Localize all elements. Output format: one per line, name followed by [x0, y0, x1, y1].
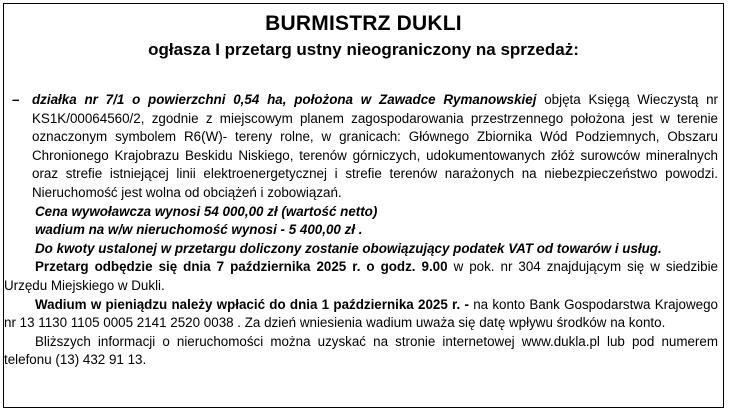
deposit-amount: wadium na w/w nieruchomość wynosi - 5 400,00 zł . [35, 222, 363, 238]
notice-body [4, 91, 718, 370]
notice-subtitle: ogłasza I przetarg ustny nieograniczony na sprzedaż: [148, 40, 579, 59]
parcel-lead: działka nr 7/1 o powierzchni 0,54 ha, położona w Zawadce Rymanowskiej [32, 92, 537, 107]
payment-account: na konto Bank Gospodarstwa Krajowego nr 13 1130 1105 0005 2141 2520 0038 . Za dzień wniesienia wadium uważa się datę wpływu środków na konto. [4, 296, 718, 331]
info-paragraph: Bliższych informacji o nieruchomości można uzyskać na stronie internetowej www.dukla.pl lub pod numerem telefonu (13) 432 91 13. [4, 333, 718, 368]
auction-date: Przetarg odbędzie się dnia 7 października 2025 r. o godz. 9.00 [35, 259, 448, 275]
list-bullet: – [12, 92, 20, 107]
announcement-box [3, 3, 724, 408]
auction-location: w pok. nr 304 znajdującym się w siedzibie Urzędu Miejskiego w Dukli. [4, 259, 718, 293]
auction-paragraph [4, 258, 718, 295]
parcel-paragraph [32, 91, 718, 203]
payment-deadline: Wadium w pieniądzu należy wpłacić do dnia 1 października 2025 r. - [35, 296, 469, 312]
notice-title: BURMISTRZ DUKLI [265, 12, 462, 35]
parcel-description: objęta Księgą Wieczystą nr KS1K/00064560/2, zgodnie z miejscowym planem zagospodarowania przestrzennego położona jest w terenie oznaczonym symbolem R6(W)- tereny rolne, w granicach: Głównego Zbiornika Wód Podziemnych, Obszaru Chronionego Krajobrazu Beskidu Niskiego, terenów górniczych, udokumentowanych złóż surowców mineralnych oraz strefie istniejącej linii elektroenergetycznej i strefie terenów narażonych na niebezpieczeństwo powodzi. Nieruchomość jest wolna od obciążeń i zobowiązań. [32, 92, 718, 200]
vat-note: Do kwoty ustalonej w przetargu doliczony zostanie obowiązujący podatek VAT od towarów i usług. [35, 240, 662, 256]
payment-paragraph [4, 296, 718, 333]
starting-price: Cena wywoławcza wynosi 54 000,00 zł (wartość netto) [35, 203, 378, 219]
